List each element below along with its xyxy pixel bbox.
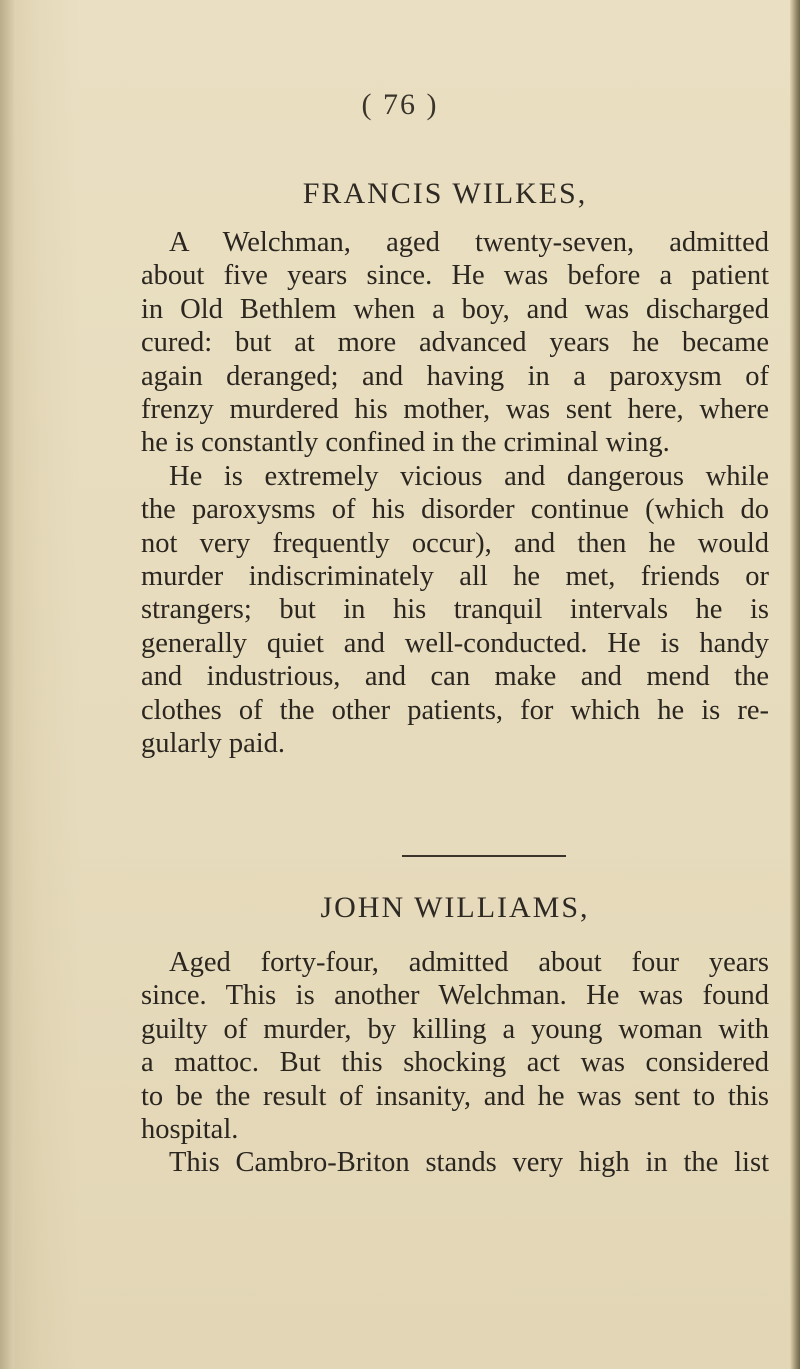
text-line: gularly paid. bbox=[141, 728, 286, 760]
text-line: A Welchman, aged twenty-seven, admitted bbox=[169, 227, 769, 258]
text-line: cured: but at more advanced years he became bbox=[141, 327, 769, 359]
text-line: in Old Bethlem when a boy, and was discharged bbox=[141, 293, 769, 325]
text-line: to be the result of insanity, and he was sent to this bbox=[141, 1080, 769, 1112]
text-line: again deranged; and having in a paroxysm of bbox=[141, 360, 769, 392]
entry-heading: FRANCIS WILKES, bbox=[302, 177, 588, 210]
text-line: This Cambro-Briton stands very high in the list bbox=[169, 1147, 769, 1179]
entry-heading: JOHN WILLIAMS, bbox=[320, 891, 590, 924]
entry-francis-wilkes bbox=[141, 176, 769, 761]
section-divider bbox=[402, 855, 566, 857]
text-line: hospital. bbox=[141, 1114, 239, 1146]
text-line: guilty of murder, by killing a young woman with bbox=[141, 1013, 769, 1045]
entry-john-williams bbox=[141, 890, 769, 1180]
text-line: not very frequently occur), and then he would bbox=[141, 527, 769, 559]
page-gutter bbox=[0, 0, 14, 1369]
text-line: strangers; but in his tranquil intervals he is bbox=[141, 594, 769, 626]
text-line: the paroxysms of his disorder continue (which do bbox=[141, 494, 769, 526]
text-line: He is extremely vicious and dangerous while bbox=[169, 460, 769, 492]
text-line: generally quiet and well-conducted. He is handy bbox=[141, 627, 769, 659]
text-line: Aged forty-four, admitted about four years bbox=[169, 947, 769, 978]
page-fore-edge bbox=[790, 0, 800, 1369]
text-line: about five years since. He was before a patient bbox=[141, 260, 769, 292]
text-line: he is constantly confined in the criminal wing. bbox=[141, 427, 670, 459]
text-line: since. This is another Welchman. He was found bbox=[141, 980, 769, 1012]
text-line: clothes of the other patients, for which he is re- bbox=[141, 694, 769, 726]
text-line: murder indiscriminately all he met, friends or bbox=[141, 561, 769, 593]
text-line: and industrious, and can make and mend the bbox=[141, 661, 769, 693]
page-number: ( 76 ) bbox=[361, 88, 439, 121]
text-line: frenzy murdered his mother, was sent here, where bbox=[141, 394, 769, 426]
text-line: a mattoc. But this shocking act was considered bbox=[141, 1047, 769, 1079]
